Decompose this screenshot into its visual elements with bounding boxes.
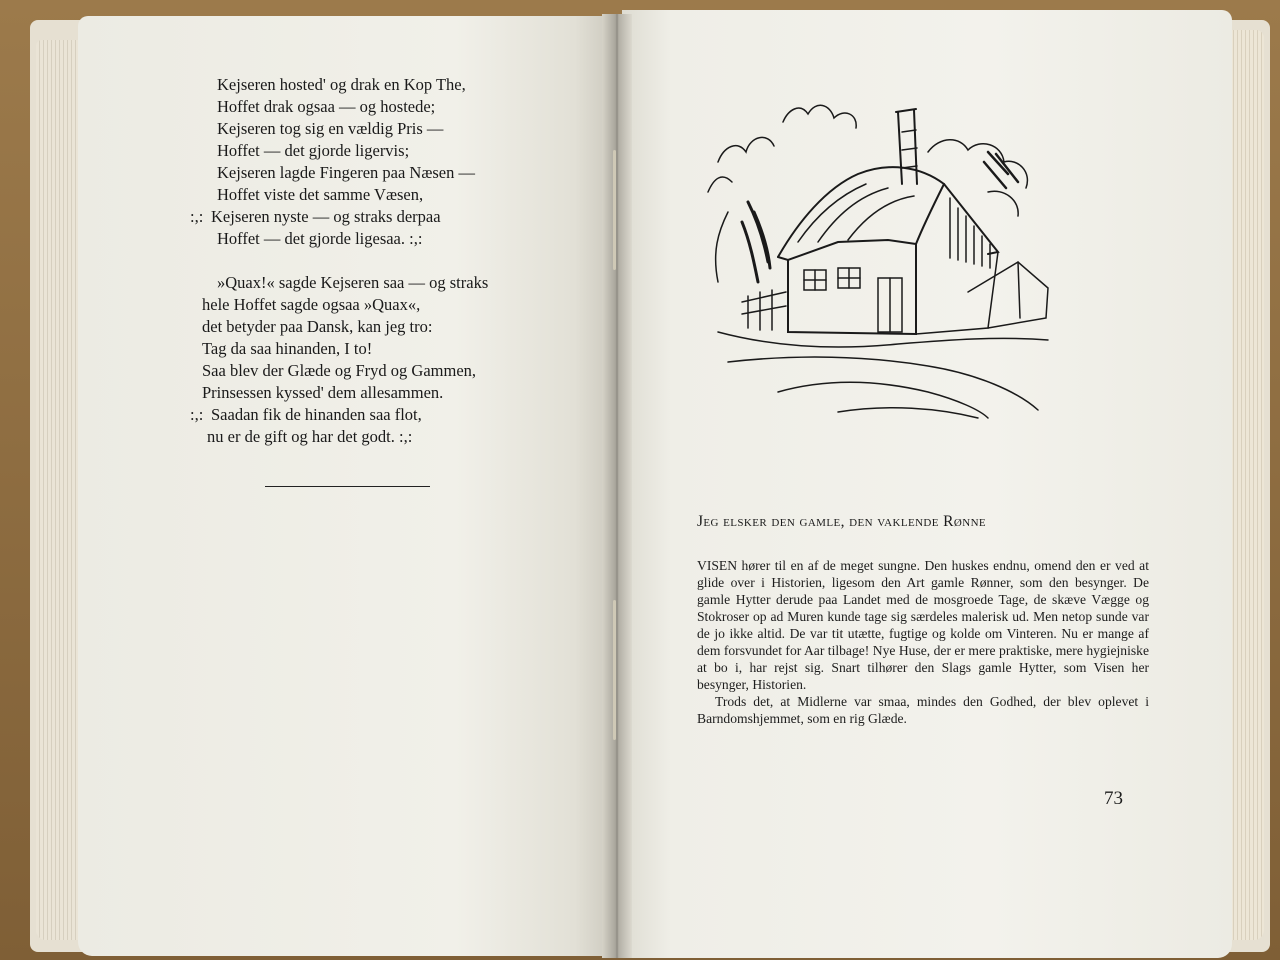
verse-line [190, 228, 550, 250]
verse-text: Hoffet viste det samme Væsen, [217, 185, 424, 204]
verse-line [190, 294, 550, 316]
verse-block [190, 74, 550, 448]
verse-line [190, 184, 550, 206]
verse-text: Prinsessen kyssed' dem allesammen. [202, 383, 444, 402]
verse-text: Kejseren hosted' og drak en Kop The, [217, 75, 466, 94]
verse-line [190, 382, 550, 404]
end-rule [265, 486, 430, 487]
stanza-break [190, 250, 550, 272]
verse-line [190, 426, 550, 448]
verse-line [190, 74, 550, 96]
verse-text: Kejseren nyste — og straks derpaa [211, 207, 441, 226]
verse-line [190, 206, 550, 228]
paragraph: VISEN hører til en af de meget sungne. Den huskes endnu, omend den er ved at glide over i Historien, ligesom den Art gamle Rønner, som den besynger. De gamle Hytter derude paa Landet med de mosgroede Tage, de skæve Vægge og Stokroser op ad Muren kunde tage sig særdeles malerisk ud. Men netop sunde var de jo ikke altid. De var tit utætte, fugtige og kolde om Vinteren. Nu er mange af dem forsvundet for Aar tilbage! Nye Huse, der er mere praktiske, mere hygiejniske at bo i, har rejst sig. Snart tilhører den Slags gamle Hytter, som Visen her besynger, Historien. [697, 558, 1149, 692]
verse-text: nu er de gift og har det godt. :,: [207, 427, 413, 446]
verse-line [190, 272, 550, 294]
verse-line [190, 162, 550, 184]
verse-line [190, 118, 550, 140]
binding-stitch [613, 150, 616, 270]
verse-line [190, 140, 550, 162]
binding-stitch [613, 600, 616, 740]
paragraph: Trods det, at Midlerne var smaa, mindes den Godhed, der blev oplevet i Barndomshjemmet, som en rig Glæde. [697, 694, 1149, 726]
verse-line [190, 96, 550, 118]
verse-text: hele Hoffet sagde ogsaa »Quax«, [202, 295, 421, 314]
page-number: 73 [1104, 788, 1123, 809]
verse-line [190, 338, 550, 360]
verse-line [190, 360, 550, 382]
body-text [697, 557, 1149, 727]
verse-text: Saa blev der Glæde og Fryd og Gammen, [202, 361, 477, 380]
verse-text: Hoffet — det gjorde ligesaa. :,: [217, 229, 423, 248]
verse-text: Kejseren lagde Fingeren paa Næsen — [217, 163, 475, 182]
verse-text: Hoffet — det gjorde ligervis; [217, 141, 410, 160]
verse-text: Saadan fik de hinanden saa flot, [211, 405, 422, 424]
verse-line [190, 404, 550, 426]
verse-text: Tag da saa hinanden, I to! [202, 339, 373, 358]
repeat-mark: :,: [190, 207, 204, 226]
repeat-mark: :,: [190, 405, 204, 424]
cottage-illustration [688, 92, 1068, 422]
verse-line [190, 316, 550, 338]
verse-text: »Quax!« sagde Kejseren saa — og straks [217, 273, 489, 292]
chapter-title: Jeg elsker den gamle, den vaklende Rønne [697, 513, 987, 530]
book-gutter [602, 14, 632, 958]
verse-text: det betyder paa Dansk, kan jeg tro: [202, 317, 433, 336]
verse-text: Hoffet drak ogsaa — og hostede; [217, 97, 436, 116]
verse-text: Kejseren tog sig en vældig Pris — [217, 119, 444, 138]
